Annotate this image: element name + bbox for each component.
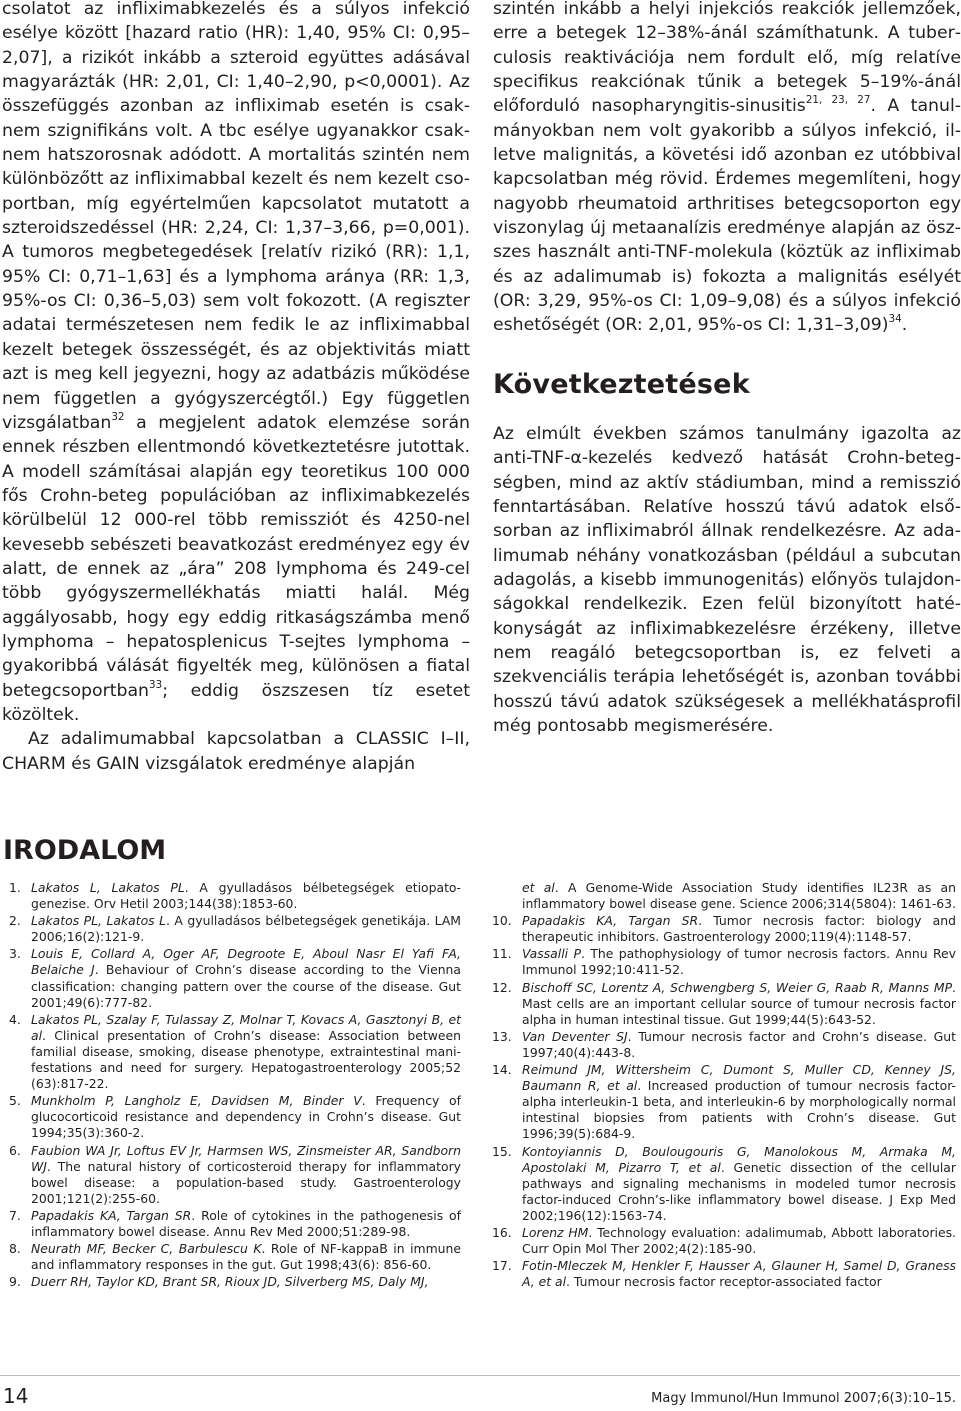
reference-text: . A Genome-Wide Association Study identifies IL23R as an inflammatory bowel disease gene. Science 2006;314(5804): 1461-63. bbox=[522, 880, 957, 912]
reference-text: . Role of cytokines in the pathogenesis of inflammatory bowel disease. Annu Rev Med 2000;51:289-98. bbox=[31, 1207, 461, 1239]
reference-body bbox=[31, 880, 461, 912]
reference-body bbox=[31, 1274, 461, 1290]
citation-superscript: 33 bbox=[149, 678, 163, 691]
reference-number: 10. bbox=[492, 913, 512, 929]
reference-item bbox=[492, 1029, 956, 1061]
footer-divider bbox=[0, 1375, 960, 1376]
reference-text: . Tumour necrosis factor and Crohn’s disease. Gut 1997;40(4):443-8. bbox=[522, 1028, 956, 1060]
reference-authors: Lakatos PL, Szalay F, Tulassay Z, Molnar T, Kovacs A, Gasztonyi B, et al bbox=[31, 1011, 461, 1043]
journal-citation: Magy Immunol/Hun Immunol 2007;6(3):10–15. bbox=[651, 1391, 956, 1406]
reference-body bbox=[31, 1241, 461, 1273]
paragraph-text: . bbox=[901, 315, 908, 336]
reference-continuation bbox=[492, 880, 956, 912]
reference-number: 2. bbox=[9, 913, 21, 929]
reference-item bbox=[492, 1144, 956, 1224]
reference-number: 3. bbox=[9, 946, 21, 962]
reference-body bbox=[522, 1029, 956, 1061]
reference-item bbox=[9, 1012, 461, 1092]
reference-body bbox=[31, 946, 461, 1010]
reference-authors: et al bbox=[522, 880, 555, 895]
reference-item bbox=[492, 946, 956, 978]
references-list-left bbox=[9, 880, 461, 1291]
page-number: 14 bbox=[3, 1384, 29, 1408]
reference-authors: Van Deventer SJ bbox=[522, 1028, 628, 1044]
reference-authors: Lorenz HM bbox=[522, 1224, 589, 1240]
reference-text: . Increased production of tumour necrosis factor-alpha interleukin-1 beta, and interleukin-6 by morphologically normal intestinal biopsies from patients with Crohn’s disease. Gut 1996;39(5):684-9. bbox=[522, 1078, 956, 1142]
reference-item bbox=[9, 1093, 461, 1141]
reference-item bbox=[492, 1258, 956, 1290]
reference-number: 12. bbox=[492, 979, 512, 995]
reference-authors: Kontoyiannis D, Boulougouris G, Manolokous M, Armaka M, Apostolaki M, Pizarro T, et al bbox=[522, 1143, 956, 1175]
reference-text: . Tumour necrosis factor receptor-associated factor bbox=[566, 1274, 882, 1290]
references-list-right bbox=[492, 880, 956, 1291]
reference-text: . Technology evaluation: adalimumab, Abbott laboratories. Curr Opin Mol Ther 2002;4(2):185-90. bbox=[522, 1224, 956, 1257]
reference-number: 7. bbox=[9, 1207, 21, 1223]
citation-superscript: 21, 23, 27 bbox=[805, 94, 871, 107]
reference-number: 1. bbox=[9, 880, 21, 895]
citation-superscript: 34 bbox=[888, 313, 902, 326]
reference-text: . Role of NF-kappaB in immune and inflammatory responses in the gut. Gut 1998;43(6): 856-60. bbox=[31, 1241, 461, 1273]
reference-body bbox=[522, 946, 956, 978]
reference-authors: Lakatos PL, Lakatos L bbox=[31, 913, 166, 929]
paragraph bbox=[493, 422, 961, 738]
reference-item bbox=[492, 913, 956, 945]
reference-number: 13. bbox=[492, 1028, 512, 1044]
paragraph-text: szintén inkább a helyi injekciós reakciók jellemzőek, erre a betegek 12–38%-ánál számíthatunk. A tuberculosis reaktivációja nem fordult elő, míg relatíve specifikus reakciónak tűnik a betegek 5–19%-ánál előforduló nasopharyngitis-sinusitis bbox=[493, 0, 961, 117]
reference-authors: Bischoff SC, Lorentz A, Schwengberg S, Weier G, Raab R, Manns MP bbox=[522, 979, 953, 995]
reference-item bbox=[9, 1241, 461, 1273]
reference-item bbox=[9, 1208, 461, 1240]
reference-body bbox=[522, 1258, 956, 1290]
reference-authors: Reimund JM, Wittersheim C, Dumont S, Muller CD, Kenney JS, Baumann R, et al bbox=[522, 1062, 956, 1094]
paragraph-text: Az adalimumabbal kapcsolatban a CLASSIC I–II, CHARM és GAIN vizsgálatok eredménye alapján bbox=[2, 729, 470, 774]
reference-body bbox=[31, 1208, 461, 1240]
reference-authors: Fotin-Mleczek M, Henkler F, Hausser A, Glauner H, Samel D, Graness A, et al bbox=[522, 1258, 956, 1290]
section-heading-conclusions: Következtetések bbox=[493, 368, 750, 400]
paragraph-text: ; eddig öszszesen tíz esetet közöltek. bbox=[2, 680, 470, 725]
left-text-column bbox=[2, 0, 470, 776]
reference-text: . The pathophysiology of tumor necrosis factors. Annu Rev Immunol 1992;10:411-52. bbox=[522, 946, 956, 978]
reference-number: 15. bbox=[492, 1143, 512, 1159]
reference-number: 11. bbox=[492, 946, 512, 962]
reference-text: . Behaviour of Crohn’s disease according to the Vienna classification: changing pattern over the course of the disease. Gut 2001;49(6):777-82. bbox=[31, 962, 462, 1010]
reference-body bbox=[522, 980, 956, 1028]
reference-authors: Lakatos L, Lakatos PL bbox=[31, 880, 185, 895]
reference-item bbox=[9, 913, 461, 945]
reference-item bbox=[9, 880, 461, 912]
paragraph-text: a megjelent adatok elemzése során ennek részben ellentmondó következtetésre jutottak. A modell számításai alapján egy teoretikus 100 000 fős Crohn-beteg populációban az infliximabkezelés körülbelül 12 000-rel több remissziót és 4250-nel kevesebb sebészeti beavatkozást eredményez egy év alatt, de ennek az „ára” 208 lymphoma és 249-cel több gyógyszermellékhatás miatti halál. Még aggályosabb, hogy egy eddig ritkaságszámba menő lymphoma – hepatosplenicus T-sejtes lymphoma – gyakoribbá válását figyelték meg, különösen a fiatal betegcsoportban bbox=[2, 412, 470, 701]
reference-body bbox=[31, 913, 461, 945]
paragraph-text: csolatot az infliximabkezelés és a súlyos infekció esélye között [hazard ratio (HR): 1,40, 95% CI: 0,95–2,07], a rizikót inkább a szteroid együttes adásával magyarázták (HR: 2,01, CI: 1,40–2,90, p<0,0001). Az összefüggés azonban az infliximab esetén is csaknem szignifikáns volt. A tbc esélye ugyanakkor csaknem hatszorosnak adódott. A mortalitás szintén nem különbözőtt az infliximabbal kezelt és nem kezelt csoportban, míg egyértelműen kapcsolatot mutatott a szteroidszedéssel (HR: 2,24, CI: 1,37–3,66, p=0,001). A tumoros megbetegedések [relatív rizikó (RR): 1,1, 95% CI: 0,71–1,63] és a lymphoma aránya (RR: 1,3, 95%-os CI: 0,36–5,03) sem volt fokozott. (A regiszter adatai természetesen nem fedik le az infliximabbal kezelt betegek összességét, és az objektivitás miatt azt is meg kell jegyezni, hogy az adatbázis működése nem független a gyógyszercégtől.) Egy független vizsgálatban bbox=[2, 0, 470, 433]
citation-superscript: 32 bbox=[111, 411, 125, 424]
reference-number: 5. bbox=[9, 1093, 21, 1109]
reference-body bbox=[522, 1062, 956, 1142]
reference-authors: Neurath MF, Becker C, Barbulescu K bbox=[31, 1241, 262, 1257]
reference-text: . The natural history of corticosteroid therapy for inflammatory bowel disease: a population-based study. Gastroenterology 2001;121(2):255-60. bbox=[31, 1158, 461, 1206]
reference-body bbox=[522, 1225, 956, 1257]
paragraph-text: Az elmúlt években számos tanulmány igazolta az anti-TNF-α-kezelés kedvező hatását Crohn-betegségben, mind az aktív stádiumban, mind a remisszió fenntartásában. Relatíve hosszú távú adatok elsősorban az infliximabról állnak rendelkezésre. Az adalimumab néhány vonatkozásban (például a subcutan adagolás, a kisebb immunogenitás) előnyös tulajdonságokkal rendelkezik. Ezen felül bizonyított hatékonyságát az infliximabkezelésre érzékeny, illetve nem reagáló betegcsoportban is, ez felveti a szekvenciális terápia lehetőségét is, azonban további hosszú távú adatok szükségesek a mellékhatásprofil még pontosabb megismerésére. bbox=[493, 423, 961, 736]
reference-text: . Genetic dissection of the cellular pathways and signaling mechanisms in modeled tumor necrosis factor-induced Crohn’s-like inflammatory bowel disease. J Exp Med 2002;196(12):1563-74. bbox=[522, 1159, 956, 1223]
reference-text: . Clinical presentation of Crohn’s disease: Association between familial disease, smoking, disease phenotype, extraintestinal manifestations and need for surgery. Hepatogastroenterology 2005;52 (63):817-22. bbox=[31, 1027, 461, 1092]
reference-authors: Duerr RH, Taylor KD, Brant SR, Rioux JD, Silverberg MS, Daly MJ, bbox=[31, 1274, 429, 1290]
reference-text: . A gyulladásos bélbetegségek genetikája. LAM 2006;16(2):121-9. bbox=[31, 913, 461, 945]
reference-item bbox=[9, 946, 461, 1010]
reference-number: 9. bbox=[9, 1274, 21, 1290]
reference-number: 6. bbox=[9, 1142, 21, 1158]
reference-text: . Mast cells are an important cellular source of tumour necrosis factor alpha in human intestinal tissue. Gut 1999;44(5):643-52. bbox=[522, 979, 956, 1027]
reference-text: . A gyulladásos bélbetegségek etiopatogenezise. Orv Hetil 2003;144(38):1853-60. bbox=[31, 880, 461, 912]
reference-body bbox=[522, 1144, 956, 1224]
reference-number: 16. bbox=[492, 1224, 512, 1240]
reference-authors: Louis E, Collard A, Oger AF, Degroote E, Aboul Nasr El Yafi FA, Belaiche J bbox=[31, 946, 461, 978]
reference-number: 8. bbox=[9, 1241, 21, 1257]
reference-body bbox=[522, 913, 956, 945]
reference-authors: Papadakis KA, Targan SR bbox=[31, 1207, 192, 1223]
reference-item bbox=[9, 1143, 461, 1207]
reference-number: 4. bbox=[9, 1011, 21, 1027]
reference-body bbox=[31, 1093, 461, 1141]
reference-item bbox=[492, 1225, 956, 1257]
reference-number: 17. bbox=[492, 1258, 512, 1274]
paragraph-text: . A tanulmányokban nem volt gyakoribb a súlyos infekció, illetve malignitás, a követési idő azonban ez utóbbival kapcsolatban még rövid. Érdemes megemlíteni, hogy nagyobb rheumatoid arthritises betegcsoporton egy viszonylag új metaanalízis eredménye alapján az öszszes használt anti-TNF-molekula (köztük az infliximab és az adalimumab is) fokozta a malignitás esélyét (OR: 3,29, 95%-os CI: 1,09–9,08) és a súlyos infekció eshetőségét (OR: 2,01, 95%-os CI: 1,31–3,09) bbox=[493, 96, 961, 336]
reference-body bbox=[31, 1143, 461, 1207]
reference-item bbox=[492, 980, 956, 1028]
reference-authors: Munkholm P, Langholz E, Davidsen M, Binder V bbox=[31, 1093, 362, 1109]
reference-item bbox=[9, 1274, 461, 1290]
reference-item bbox=[492, 1062, 956, 1142]
reference-text: . Tumor necrosis factor: biology and therapeutic inhibitors. Gastroenterology 2000;119(4):1148-57. bbox=[522, 913, 956, 945]
reference-authors: Vassalli P bbox=[522, 946, 581, 962]
reference-body bbox=[31, 1012, 461, 1092]
reference-authors: Papadakis KA, Targan SR bbox=[522, 913, 699, 929]
reference-authors: Faubion WA Jr, Loftus EV Jr, Harmsen WS, Zinsmeister AR, Sandborn WJ bbox=[31, 1142, 461, 1174]
right-text-column bbox=[493, 0, 961, 738]
reference-number: 14. bbox=[492, 1062, 512, 1078]
reference-text: . Frequency of glucocorticoid resistance and dependency in Crohn’s disease. Gut 1994;35(3):360-2. bbox=[31, 1093, 461, 1141]
paragraph bbox=[493, 0, 961, 338]
paragraph bbox=[2, 727, 470, 776]
paragraph bbox=[2, 0, 470, 727]
references-heading: IRODALOM bbox=[3, 835, 167, 866]
